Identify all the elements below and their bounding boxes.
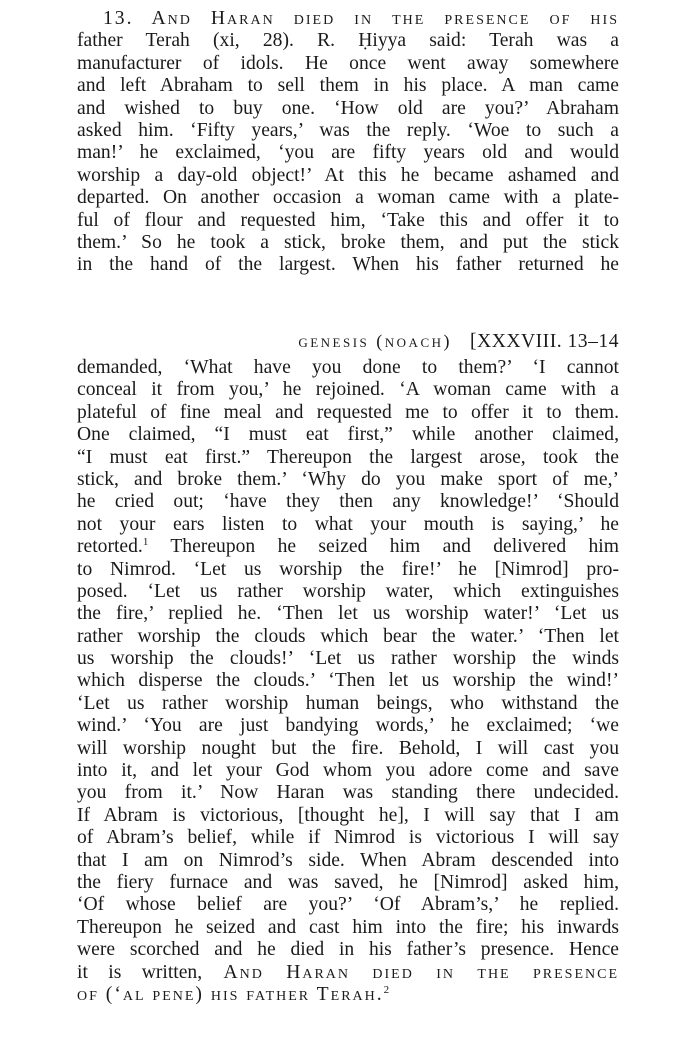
text-line: the fire,’ replied he. ‘Then let us worship water!’ ‘Let us xyxy=(77,603,619,625)
text-line: man!’ he exclaimed, ‘you are fifty years old and would xyxy=(77,142,619,164)
text-line: us worship the clouds!’ ‘Let us rather worship the winds xyxy=(77,648,619,670)
lemma-quote-end: of (‘al pene) his father Terah. xyxy=(77,983,384,1005)
text-line: plateful of fine meal and requested me to offer it to them. xyxy=(77,401,619,423)
text-line: worship a day-old object!’ At this he became ashamed and xyxy=(77,164,619,186)
text-line: posed. ‘Let us rather worship water, which extinguishes xyxy=(77,580,619,602)
text-line xyxy=(77,8,619,30)
text-line: ful of flour and requested him, ‘Take this and offer it to xyxy=(77,209,619,231)
text-line: asked him. ‘Fifty years,’ was the reply. ‘Woe to such a xyxy=(77,119,619,141)
section-13-top xyxy=(77,8,619,277)
text-line: it is written, And Haran died in the presence xyxy=(77,961,620,983)
footnote-mark-2[interactable]: 2 xyxy=(383,983,390,996)
text-line: wind.’ ‘You are just bandying words,’ he exclaimed; ‘we xyxy=(77,715,619,737)
text-line: and left Abraham to sell them in his place. A man came xyxy=(77,75,619,97)
lemma-quote: And Haran died in the presence xyxy=(202,961,620,983)
text-line xyxy=(77,984,619,1006)
running-head xyxy=(228,330,619,353)
lemma-heading: 13. And Haran died in the presence of his xyxy=(103,8,619,29)
text-line: If Abram is victorious, [thought he], I will say that I am xyxy=(77,804,619,826)
text-line: them.’ So he took a stick, broke them, and put the stick xyxy=(77,231,619,253)
text-line: ‘Of whose belief are you?’ ‘Of Abram’s,’ he replied. xyxy=(77,894,619,916)
text-line: the fiery furnace and was saved, he [Nimrod] asked him, xyxy=(77,871,619,893)
footnote-mark-1[interactable]: 1 xyxy=(142,536,149,549)
section-13-continued xyxy=(77,357,619,1006)
text-line: conceal it from you,’ he rejoined. ‘A woman came with a xyxy=(77,379,619,401)
text-line: stick, and broke them.’ ‘Why do you make sport of me,’ xyxy=(77,468,619,490)
text-line: ‘Let us rather worship human beings, who withstand the xyxy=(77,692,619,714)
text-line: in the hand of the largest. When his father returned he xyxy=(77,254,619,276)
text-line: to Nimrod. ‘Let us worship the fire!’ he [Nimrod] pro- xyxy=(77,558,619,580)
text-line: will worship nought but the fire. Behold, I will cast you xyxy=(77,737,619,759)
text-line: rather worship the clouds which bear the water.’ ‘Then let xyxy=(77,625,619,647)
text-line: he cried out; ‘have they then any knowledge!’ ‘Should xyxy=(77,491,619,513)
text-line: retorted.$^1$ Thereupon he seized him and delivered him xyxy=(77,536,619,558)
text-line: were scorched and he died in his father’s presence. Hence xyxy=(77,939,619,961)
text-line: which disperse the clouds.’ ‘Then let us worship the wind!’ xyxy=(77,670,619,692)
text-line: you from it.’ Now Haran was standing there undecided. xyxy=(77,782,619,804)
text-line: father Terah (xi, 28). R. Ḥiyya said: Terah was a xyxy=(77,30,619,52)
running-head-reference: [XXXVIII. 13–14 xyxy=(470,331,619,352)
text-line: departed. On another occasion a woman came with a plate- xyxy=(77,187,619,209)
text-line: One claimed, “I must eat first,” while another claimed, xyxy=(77,424,619,446)
text-line: of Abram’s belief, while if Nimrod is victorious I will say xyxy=(77,827,619,849)
text-line: demanded, ‘What have you done to them?’ ‘I cannot xyxy=(77,357,619,378)
text-line: that I am on Nimrod’s side. When Abram descended into xyxy=(77,849,619,871)
running-head-title: genesis (noach) xyxy=(298,331,453,351)
text-line: “I must eat first.” Thereupon the largest arose, took the xyxy=(77,446,619,468)
text-line: and wished to buy one. ‘How old are you?’ Abraham xyxy=(77,97,619,119)
text-line: not your ears listen to what your mouth is saying,’ he xyxy=(77,513,619,535)
text-line: into it, and let your God whom you adore come and save xyxy=(77,760,619,782)
text-line: manufacturer of idols. He once went away somewhere xyxy=(77,52,619,74)
text-line: Thereupon he seized and cast him into the fire; his inwards xyxy=(77,916,619,938)
